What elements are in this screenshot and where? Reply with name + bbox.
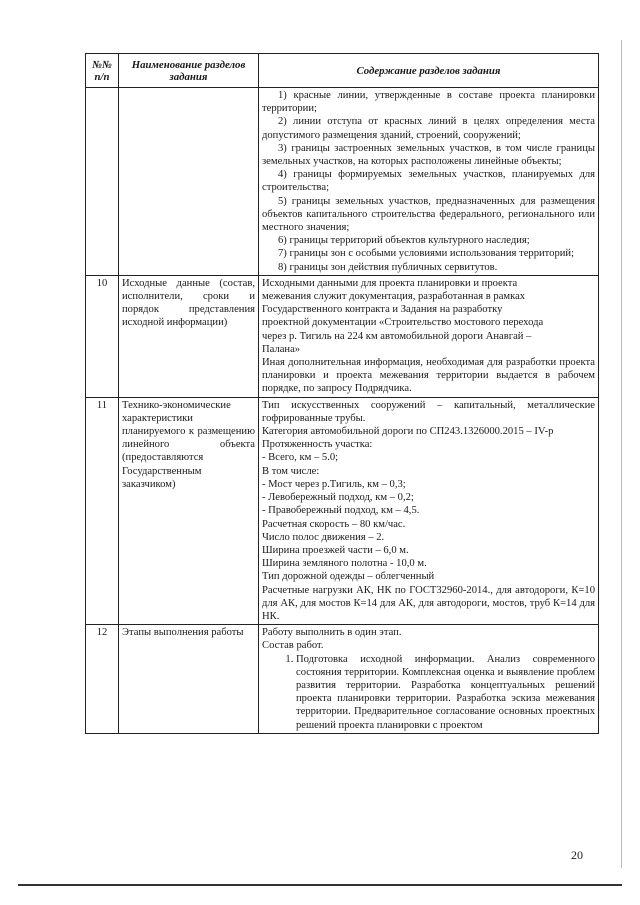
content-line: Ширина проезжей части – 6,0 м. (262, 544, 409, 556)
list-item: 5) границы земельных участков, предназначенных для размещения объектов капитального строительства федерального, регионального или местного значения; (262, 195, 595, 234)
content-line: Категория автомобильной дороги по СП243.1326000.2015 – IV-р (262, 426, 554, 438)
content-line: - Правобережный подход, км – 4,5. (262, 505, 420, 517)
row-title: Этапы выполнения работы (119, 625, 259, 734)
table-header-row (86, 54, 599, 88)
list-item: 3) границы застроенных земельных участков, в том числе границы земельных участков, на которых расположены линейные объекты; (262, 142, 595, 168)
row-content (259, 397, 599, 624)
list-item: 1. Подготовка исходной информации. Анализ современного состояния территории. Комплексная оценка и выявление проблем развития территории. Разработка концептуальных решений проекта планировки территории. Разработка эскиза межевания территории. Предварительное согласование основных проектных решений проекта планировки с проектом (296, 653, 595, 732)
table-row-11 (86, 397, 599, 624)
page-number: 20 (571, 848, 583, 862)
table-row-10 (86, 275, 599, 397)
cell-content (259, 88, 599, 276)
row-title: Исходные данные (состав, исполнители, сроки и порядок представления исходной информации) (119, 275, 259, 397)
content-line: Палана» (262, 343, 301, 355)
list-item: 7) границы зон с особыми условиями использования территорий; (278, 248, 575, 260)
content-line: В том числе: (262, 465, 320, 477)
scan-edge-line (621, 40, 622, 868)
bottom-divider (18, 884, 622, 886)
content-line: Исходными данными для проекта планировки и проекта (262, 277, 518, 289)
content-line: Работу выполнить в один этап. (262, 627, 402, 639)
table-row-12 (86, 625, 599, 734)
list-item: 6) границы территорий объектов культурного наследия; (278, 235, 530, 247)
row-title: Технико-экономические характеристики планируемого к размещению линейного объекта (предоставляются Государственным заказчиком) (119, 397, 259, 624)
content-line: Расчетная скорость – 80 км/час. (262, 518, 406, 530)
content-line: Государственного контракта и Задания на разработку (262, 304, 503, 316)
content-line: - Левобережный подход, км – 0,2; (262, 492, 414, 504)
list-item: 8) границы зон действия публичных сервитутов. (278, 261, 498, 273)
content-line: Тип дорожной одежды – облегченный (262, 571, 435, 583)
content-line: Число полос движения – 2. (262, 531, 385, 543)
content-line: - Всего, км – 5.0; (262, 452, 339, 464)
assignment-table (85, 53, 599, 734)
header-section-content: Содержание разделов задания (259, 54, 599, 88)
row-number: 10 (86, 275, 119, 397)
content-line: межевания служит документация, разработанная в рамках (262, 291, 526, 303)
content-line: Ширина земляного полотна - 10,0 м. (262, 558, 427, 570)
content-line: Состав работ. (262, 640, 324, 652)
content-line: Протяженность участка: (262, 439, 373, 451)
list-item: 4) границы формируемых земельных участков, планируемых для строительства; (262, 169, 595, 194)
row-content (259, 275, 599, 397)
cell-number (86, 88, 119, 276)
table-row-continuation (86, 88, 599, 276)
row-content (259, 625, 599, 734)
header-number: №№ п/п (86, 54, 119, 88)
content-line: Расчетные нагрузки АК, НК по ГОСТ32960-2014., для автодороги, К=10 для АК, для мостов К=14 для АК, для автодороги, мостов, труб К=14 для НК. (262, 584, 595, 622)
content-line: - Мост через р.Тигиль, км – 0,3; (262, 478, 406, 490)
content-paragraph: Иная дополнительная информация, необходимая для разработки проекта планировки и проекта межевания территории выдается в рабочем порядке, по запросу Подрядчика. (262, 357, 595, 395)
list-item: 2) линии отступа от красных линий в целях определения места допустимого размещения зданий, строений, сооружений; (262, 116, 595, 141)
content-line: проектной документации «Строительство мостового перехода (262, 317, 544, 329)
content-line: Тип искусственных сооружений – капитальный, металлические гофрированные трубы. (262, 399, 595, 424)
row-number: 11 (86, 397, 119, 624)
cell-name (119, 88, 259, 276)
list-item: 1) красные линии, утвержденные в составе проекта планировки территории; (262, 90, 595, 115)
content-line: через р. Тигиль на 224 км автомобильной дороги Анавгай – (262, 330, 532, 342)
work-list (262, 653, 595, 732)
row-number: 12 (86, 625, 119, 734)
header-section-name: Наименование разделов задания (119, 54, 259, 88)
